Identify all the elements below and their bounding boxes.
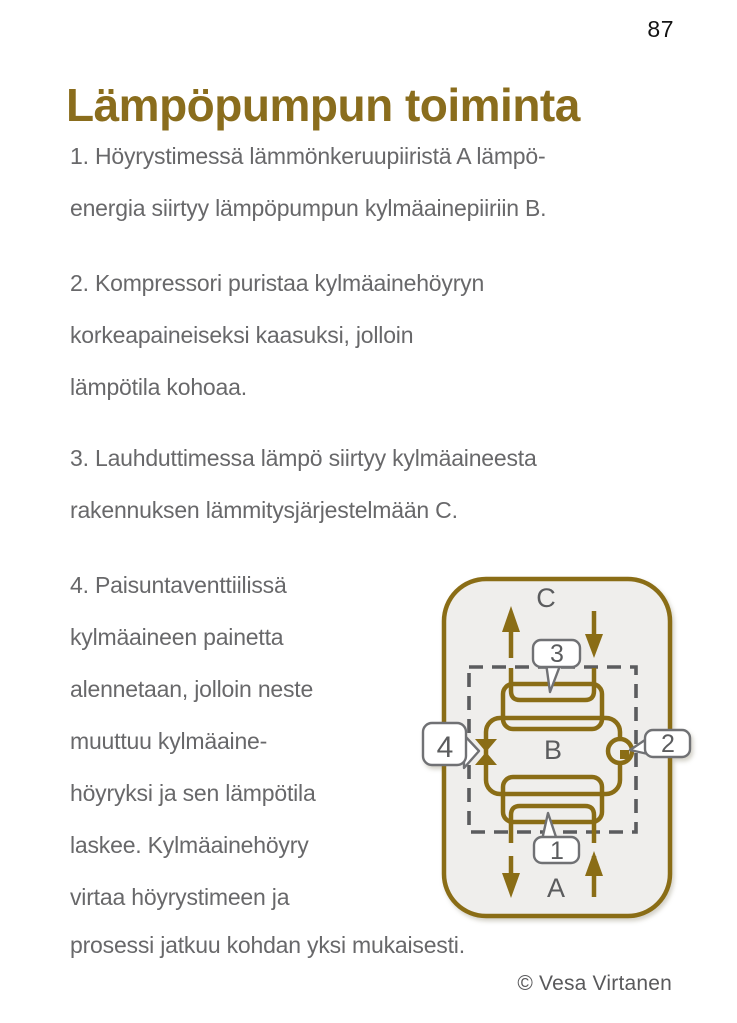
circuit-label-c: C — [536, 583, 556, 613]
paragraph-4 — [70, 559, 420, 923]
callout-1-label: 1 — [550, 837, 564, 865]
paragraph-4-line: muuttuu kylmäaine- — [70, 728, 268, 754]
page-title: Lämpöpumpun toiminta — [66, 78, 580, 131]
paragraph-2-line: lämpötila kohoaa. — [70, 374, 247, 400]
paragraph-3 — [70, 432, 537, 536]
paragraph-4-line: alennetaan, jolloin neste — [70, 676, 314, 702]
paragraph-2-line: 2. Kompressori puristaa kylmäainehöyryn — [70, 270, 485, 296]
paragraph-4-closing-line: prosessi jatkuu kohdan yksi mukaisesti. — [70, 932, 465, 958]
paragraph-4-line: virtaa höyrystimeen ja — [70, 884, 290, 910]
circuit-label-b: B — [543, 735, 563, 765]
circuit-label-a: A — [546, 873, 566, 903]
paragraph-1 — [70, 130, 546, 234]
heat-pump-diagram — [415, 570, 695, 920]
paragraph-3-line: rakennuksen lämmitysjärjestelmään C. — [70, 497, 458, 523]
page-number: 87 — [647, 16, 674, 42]
paragraph-1-line: energia siirtyy lämpöpumpun kylmäainepiiriin B. — [70, 195, 547, 221]
copyright-notice: © Vesa Virtanen — [517, 972, 672, 995]
paragraph-4-line: kylmäaineen painetta — [70, 624, 284, 650]
callout-3-label: 3 — [550, 640, 564, 668]
paragraph-2 — [70, 257, 484, 413]
paragraph-4-line: laskee. Kylmäainehöyry — [70, 832, 309, 858]
callout-4-label: 4 — [436, 731, 454, 764]
callout-2-label: 2 — [661, 730, 675, 758]
paragraph-4-line: 4. Paisuntaventtiilissä — [70, 572, 287, 598]
compressor-icon — [608, 739, 632, 763]
paragraph-1-line: 1. Höyrystimessä lämmönkeruupiiristä A lämpö- — [70, 143, 546, 169]
paragraph-3-line: 3. Lauhduttimessa lämpö siirtyy kylmäaineesta — [70, 445, 537, 471]
paragraph-4-line: höyryksi ja sen lämpötila — [70, 780, 316, 806]
paragraph-2-line: korkeapaineiseksi kaasuksi, jolloin — [70, 322, 414, 348]
